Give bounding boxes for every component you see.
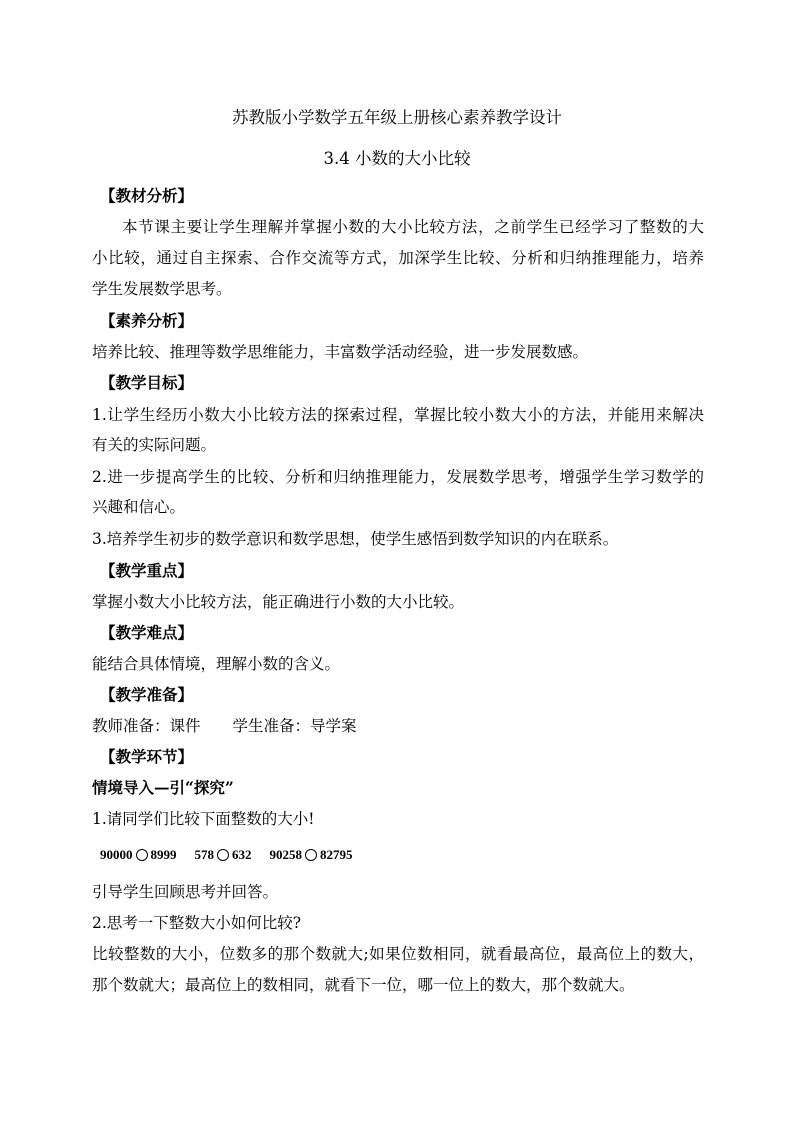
section-heading-preparation: 【教学准备】 bbox=[100, 685, 194, 704]
step-1-prompt: 1.请同学们比较下面整数的大小! bbox=[92, 810, 315, 828]
guide-text: 引导学生回顾思考并回答。 bbox=[92, 883, 279, 901]
rule-line-2: 那个数就大；最高位上的数相同，就看下一位，哪一位上的数大，那个数就大。 bbox=[92, 976, 635, 994]
analysis-line-1: 本节课主要让学生理解并掌握小数的大小比较方法，之前学生已经学习了整数的大 bbox=[122, 218, 704, 236]
compare-circle bbox=[305, 849, 317, 861]
step-2-prompt: 2.思考一下整数大小如何比较? bbox=[92, 914, 302, 932]
section-heading-goals: 【教学目标】 bbox=[100, 373, 194, 392]
integer-comparison-row bbox=[100, 846, 353, 864]
section-heading-difficulties: 【教学难点】 bbox=[100, 623, 194, 642]
document-title: 苏教版小学数学五年级上册核心素养教学设计 bbox=[232, 108, 562, 127]
rule-line-1: 比较整数的大小，位数多的那个数就大;如果位数相同，就看最高位，最高位上的数大， bbox=[92, 945, 704, 963]
difficulties-text: 能结合具体情境，理解小数的含义。 bbox=[92, 655, 341, 673]
compare-3-right: 82795 bbox=[320, 847, 353, 862]
goal-1-line-1: 1.让学生经历小数大小比较方法的探索过程，掌握比较小数大小的方法，并能用来解决 bbox=[92, 406, 704, 424]
key-points-text: 掌握小数大小比较方法，能正确进行小数的大小比较。 bbox=[92, 593, 465, 611]
compare-1-left: 90000 bbox=[100, 847, 133, 862]
lesson-subtitle: 3.4 小数的大小比较 bbox=[323, 149, 471, 168]
goal-2-line-1: 2.进一步提高学生的比较、分析和归纳推理能力，发展数学思考，增强学生学习数学的 bbox=[92, 468, 704, 486]
compare-2-right: 632 bbox=[232, 847, 252, 862]
preparation-line bbox=[92, 716, 704, 736]
compare-circle bbox=[217, 849, 229, 861]
literacy-text: 培养比较、推理等数学思维能力，丰富数学活动经验，进一步发展数感。 bbox=[92, 343, 589, 361]
student-preparation: 学生准备：导学案 bbox=[232, 717, 357, 735]
goal-1-line-2: 有关的实际问题。 bbox=[92, 436, 217, 454]
section-heading-process: 【教学环节】 bbox=[100, 747, 194, 766]
teacher-preparation: 教师准备：课件 bbox=[92, 717, 201, 735]
intro-heading: 情境导入—引“探究” bbox=[92, 778, 234, 797]
compare-circle bbox=[136, 849, 148, 861]
compare-2-left: 578 bbox=[194, 847, 214, 862]
goal-2-line-2: 兴趣和信心。 bbox=[92, 498, 186, 516]
section-heading-key-points: 【教学重点】 bbox=[100, 561, 194, 580]
section-heading-literacy: 【素养分析】 bbox=[100, 311, 194, 330]
compare-3-left: 90258 bbox=[269, 847, 302, 862]
analysis-line-3: 学生发展数学思考。 bbox=[92, 280, 232, 298]
goal-3: 3.培养学生初步的数学意识和数学思想，使学生感悟到数学知识的内在联系。 bbox=[92, 530, 619, 548]
compare-1-right: 8999 bbox=[150, 847, 177, 862]
section-heading-analysis: 【教材分析】 bbox=[100, 186, 194, 205]
analysis-line-2: 小比较，通过自主探索、合作交流等方式，加深学生比较、分析和归纳推理能力，培养 bbox=[92, 249, 704, 267]
